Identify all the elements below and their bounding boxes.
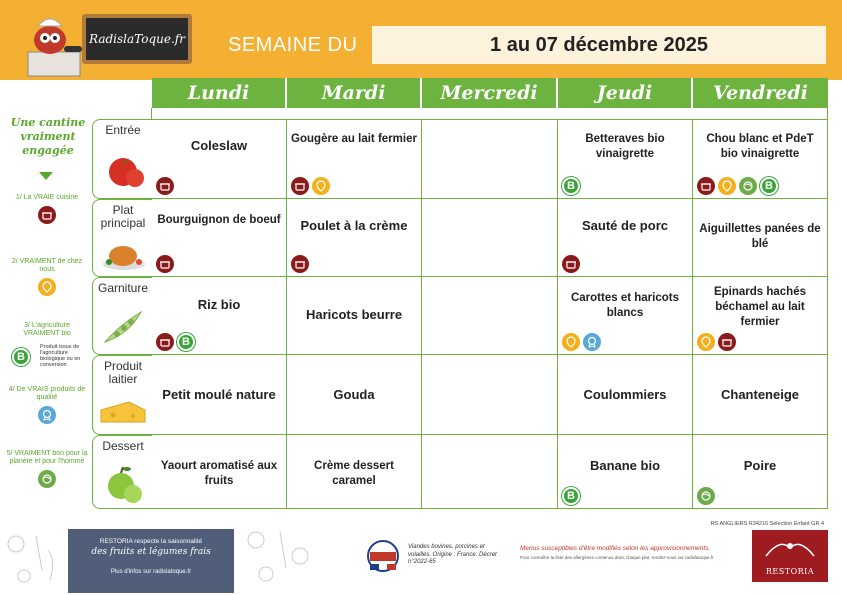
row-label-produit-laitier [92, 355, 152, 435]
menu-cell-empty [422, 435, 558, 509]
bio-icon: B [562, 177, 580, 195]
local-icon [562, 333, 580, 351]
footer [0, 520, 842, 595]
menu-cell [287, 199, 422, 277]
menu-cell-empty [422, 120, 558, 199]
dish-name: Chanteneige [720, 387, 799, 402]
local-icon [718, 177, 736, 195]
row-label-text: Produit laitier [103, 359, 143, 386]
legend-item-label: 1/ La VRAIE cuisine [15, 194, 79, 201]
local-icon [697, 333, 715, 351]
menu-cell [287, 435, 422, 509]
pot-icon [156, 255, 174, 273]
banner-line1: RESTORIA respecte la saisonnalité [99, 538, 203, 545]
pot-icon [156, 177, 174, 195]
day-header-lundi: Lundi [152, 78, 287, 108]
badge-row [291, 255, 309, 273]
menu-cell-empty [422, 355, 558, 435]
legend-column [0, 80, 92, 520]
dish-name: Epinards hachés béchamel au lait fermier [713, 286, 807, 328]
badge-row [156, 333, 195, 351]
week-label: SEMAINE DU [228, 34, 358, 56]
quality-icon [38, 406, 56, 424]
brand-slate: RadislaToque.fr [82, 14, 192, 64]
badge-row [562, 487, 580, 505]
seasonality-banner [68, 529, 234, 593]
dish-name: Petit moulé nature [162, 387, 276, 402]
row-label-text: Dessert [102, 439, 144, 453]
row-label-garniture [92, 277, 152, 355]
restoria-wordmark: RESTORIA [765, 567, 815, 576]
local-icon [312, 177, 330, 195]
menu-cell [152, 355, 287, 435]
menu-cell [558, 199, 693, 277]
apple-icon [101, 462, 147, 506]
menu-cell [693, 435, 828, 509]
menu-cell [558, 277, 693, 355]
header-band [0, 0, 842, 80]
pot-icon [718, 333, 736, 351]
menu-cell [287, 120, 422, 199]
menu-cell [558, 435, 693, 509]
planet-icon [38, 470, 56, 488]
pot-icon [291, 255, 309, 273]
viandes-origin-text: Viandes bovines, porcines et volailles. Origine : France. Décret n°2022-65 [408, 544, 497, 565]
legend-title: Une cantine vraiment engagée [10, 116, 86, 157]
menu-cell [287, 277, 422, 355]
quality-icon [583, 333, 601, 351]
bio-icon: B [12, 348, 30, 366]
legend-item-quality [6, 386, 88, 425]
row-label-plat [92, 199, 152, 277]
legend-item-planet [6, 450, 88, 489]
chef-mascot-icon [20, 12, 88, 78]
dish-name: Betteraves bio vinaigrette [585, 133, 665, 160]
legend-item-bio [6, 322, 88, 372]
legend-item-cuisine [6, 194, 88, 224]
season-icon [739, 177, 757, 195]
menu-cell [152, 120, 287, 199]
legend-bio-note: Produit issus de l'agriculture biologique ou en conversion [40, 344, 81, 368]
cheese-icon [99, 396, 147, 426]
dish-name: Carottes et haricots blancs [570, 292, 679, 319]
dish-name: Poulet à la crème [300, 218, 408, 233]
bio-icon: B [760, 177, 778, 195]
day-header-vendredi: Vendredi [693, 78, 828, 108]
menu-cell [152, 277, 287, 355]
row-label-text: Plat principal [100, 203, 146, 230]
row-label-text: Entrée [105, 123, 141, 137]
vegetable-doodle-icon [236, 520, 318, 595]
dish-name: Yaourt aromatisé aux fruits [160, 460, 278, 487]
dish-name: Sauté de porc [582, 218, 668, 233]
peas-icon [101, 304, 147, 350]
badge-row [562, 177, 580, 195]
dish-name: Poire [743, 458, 777, 473]
badge-row [697, 177, 778, 195]
dish-name: Chou blanc et PdeT bio vinaigrette [706, 133, 814, 160]
bio-icon: B [562, 487, 580, 505]
menu-change-note: Menus susceptibles d'être modifiés selon les approvisionnements. [520, 545, 711, 552]
bio-icon: B [177, 333, 195, 351]
local-icon [38, 278, 56, 296]
dish-name: Haricots beurre [305, 307, 403, 322]
pot-icon [562, 255, 580, 273]
row-label-text: Garniture [97, 281, 149, 295]
restoria-emblem-icon [760, 534, 820, 564]
banner-line2: des fruits et légumes frais [91, 547, 211, 557]
dish-name: Bourguignon de boeuf [157, 214, 281, 226]
pot-icon [697, 177, 715, 195]
menu-cell [152, 435, 287, 509]
menu-cell [693, 277, 828, 355]
site-reference-note: RS ANGLIERS R34216 Sélection Enfant GR 4 [710, 521, 824, 527]
legend-item-local [6, 258, 88, 297]
legend-item-label: 3/ L'agriculture VRAIMENT bio [23, 322, 71, 337]
menu-cell [693, 355, 828, 435]
pot-icon [156, 333, 174, 351]
dish-name: Crème dessert caramel [314, 460, 394, 487]
dish-name: Gougère au lait fermier [291, 133, 417, 145]
roast-chicken-icon [101, 238, 147, 272]
pot-icon [38, 206, 56, 224]
tomato-icon [103, 146, 147, 190]
row-label-dessert [92, 435, 152, 509]
badge-row [697, 487, 715, 505]
menu-cell [693, 120, 828, 199]
badge-row [291, 177, 330, 195]
legend-arrow-icon [39, 172, 53, 180]
badge-row [156, 255, 174, 273]
badge-row [562, 255, 580, 273]
badge-row [156, 177, 174, 195]
menu-cell-empty [422, 199, 558, 277]
menu-cell-empty [422, 277, 558, 355]
dish-name: Riz bio [197, 297, 241, 312]
restoria-logo [752, 530, 828, 582]
dish-name: Gouda [333, 387, 375, 402]
menu-cell [558, 120, 693, 199]
legend-item-label: 4/ De VRAIS produits de qualité [8, 386, 86, 401]
badge-row [697, 333, 736, 351]
menu-cell [693, 199, 828, 277]
pot-icon [291, 177, 309, 195]
row-label-entree [92, 119, 152, 199]
dish-name: Coulommiers [583, 387, 667, 402]
season-icon [697, 487, 715, 505]
day-header-mercredi: Mercredi [422, 78, 558, 108]
day-header-jeudi: Jeudi [558, 78, 693, 108]
menu-cell [152, 199, 287, 277]
menu-cell [558, 355, 693, 435]
dish-name: Banane bio [589, 458, 661, 473]
dish-name: Aiguillettes panées de blé [699, 223, 821, 250]
legend-item-label: 2/ VRAIMENT de chez nous [11, 258, 83, 273]
viandes-de-france-logo [366, 538, 400, 578]
banner-link[interactable]: Plus d'infos sur radislatoque.fr [110, 569, 192, 575]
date-range: 1 au 07 décembre 2025 [372, 26, 826, 64]
allergen-note: Pour connaître la liste des allergènes contenus dans chaque plat, rendez-vous sur radislatoque.fr [520, 555, 714, 560]
legend-item-label: 5/ VRAIMENT bon pour la planète et pour l'homme [6, 450, 88, 465]
vegetable-doodle-icon [0, 520, 66, 595]
badge-row [562, 333, 601, 351]
dish-name: Coleslaw [190, 138, 248, 153]
menu-cell [287, 355, 422, 435]
logo-area [10, 8, 190, 78]
day-header-mardi: Mardi [287, 78, 422, 108]
